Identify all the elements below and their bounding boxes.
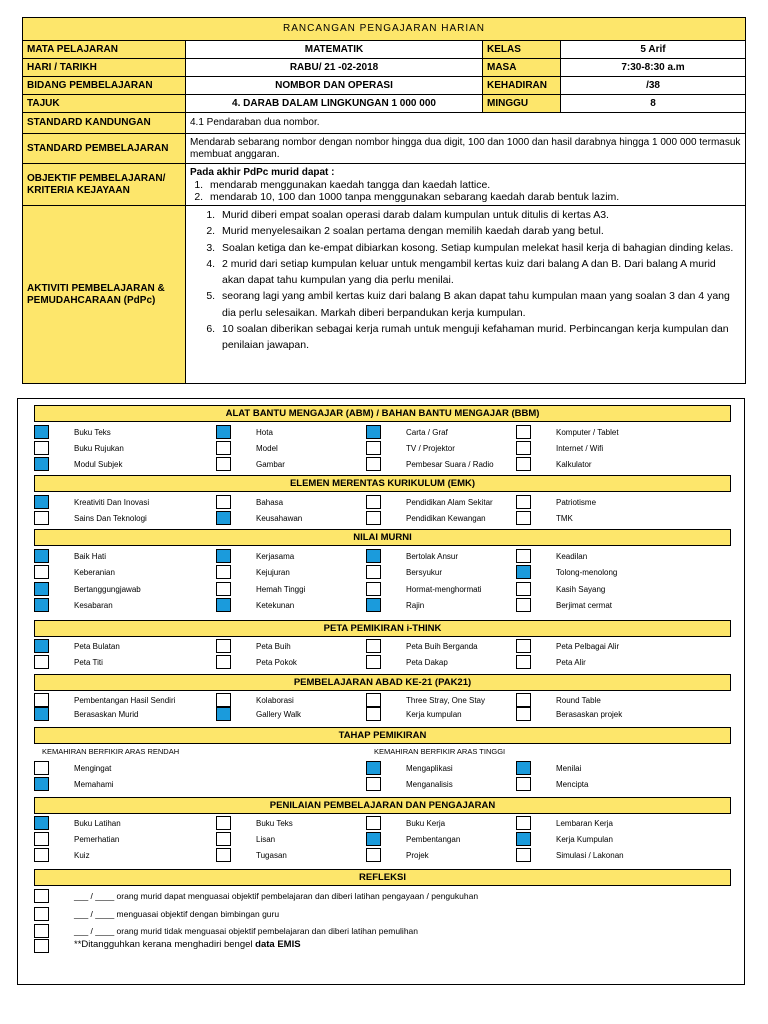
nilai-option-label: Kejujuran [256, 568, 290, 577]
objective-item: 1. mendarab menggunakan kaedah tangga dan kaedah lattice. [206, 179, 741, 191]
activity-item: 1. Murid diberi empat soalan operasi darab dalam kumpulan untuk ditulis di kertas A3. [218, 207, 741, 223]
emk-option-label: Sains Dan Teknologi [74, 514, 147, 523]
pak21-option-label: Berasaskan Murid [74, 710, 139, 719]
tahap-option-label: Mengingat [74, 764, 112, 773]
ithink-option-label: Peta Buih [256, 642, 291, 651]
field-value: NOMBOR DAN OPERASI [186, 77, 483, 95]
nilai-option-label: Kasih Sayang [556, 585, 606, 594]
day-value: RABU/ 21 -02-2018 [186, 59, 483, 77]
penilaian-option-label: Kuiz [74, 851, 90, 860]
abm-section-title: ALAT BANTU MENGAJAR (ABM) / BAHAN BANTU MENGAJAR (BBM) [34, 405, 731, 422]
nilai-checkbox[interactable] [516, 549, 531, 563]
ithink-option-label: Peta Pokok [256, 658, 297, 667]
activities-list [190, 207, 741, 354]
class-label: KELAS [483, 41, 561, 59]
ithink-option-label: Peta Dakap [406, 658, 448, 667]
nilai-row [34, 582, 734, 598]
ithink-checkbox[interactable] [366, 655, 381, 669]
content-standard-label: STANDARD KANDUNGAN [23, 113, 186, 134]
pak21-checkbox[interactable] [216, 693, 231, 707]
abm-checkbox[interactable] [34, 441, 49, 455]
abm-checkbox[interactable] [34, 425, 49, 439]
abm-checkbox[interactable] [366, 457, 381, 471]
day-label: HARI / TARIKH [23, 59, 186, 77]
penilaian-checkbox[interactable] [366, 848, 381, 862]
emk-checkbox[interactable] [216, 495, 231, 509]
penilaian-option-label: Lisan [256, 835, 276, 844]
nilai-option-label: Hemah Tinggi [256, 585, 306, 594]
tahap-checkbox[interactable] [366, 761, 381, 775]
reflection-line: ___ / ____ orang murid tidak menguasai objektif pembelajaran dan diberi latihan pemulihan [74, 926, 419, 936]
ithink-section-title: PETA PEMIKIRAN i-THINK [34, 620, 731, 637]
reflection-checkbox[interactable] [34, 907, 49, 921]
reflection-checkbox[interactable] [34, 924, 49, 938]
nilai-option-label: Ketekunan [256, 601, 295, 610]
objective-list [190, 179, 741, 203]
tahap-checkbox[interactable] [516, 761, 531, 775]
nilai-section-title: NILAI MURNI [34, 529, 731, 546]
tahap-checkbox[interactable] [34, 777, 49, 791]
activities-label-line-2: PEMUDAHCARAAN (PdPc) [27, 294, 156, 306]
abm-option-label: TV / Projektor [406, 444, 455, 453]
abm-option-label: Komputer / Tablet [556, 428, 619, 437]
tahap-row [34, 761, 734, 777]
pak21-checkbox[interactable] [34, 707, 49, 721]
tahap-option-label: Mencipta [556, 780, 589, 789]
penilaian-checkbox[interactable] [34, 848, 49, 862]
penilaian-checkbox[interactable] [366, 816, 381, 830]
tahap-option-label: Menilai [556, 764, 582, 773]
pak21-section-title: PEMBELAJARAN ABAD KE-21 (PAK21) [34, 674, 731, 691]
emk-checkbox[interactable] [34, 495, 49, 509]
abm-option-label: Pembesar Suara / Radio [406, 460, 494, 469]
tahap-section-title: TAHAP PEMIKIRAN [34, 727, 731, 744]
nilai-option-label: Hormat-menghormati [406, 585, 482, 594]
pak21-option-label: Three Stray, One Stay [406, 696, 485, 705]
pak21-option-label: Gallery Walk [256, 710, 302, 719]
penilaian-row [34, 832, 734, 848]
nilai-option-label: Bertolak Ansur [406, 552, 459, 561]
attendance-value: /38 [561, 77, 746, 95]
reflection-note-prefix: **Ditangguhkan kerana menghadiri bengel [74, 939, 256, 950]
pak21-option-label: Kerja kumpulan [406, 710, 462, 719]
activity-item: 4. 2 murid dari setiap kumpulan keluar untuk mengambil kertas kuiz dari balang A dan B. Dari balang A murid akan dapat tahu kumpulan yang dia perlu menilai. [218, 256, 741, 289]
checklist-box [17, 398, 745, 985]
nilai-option-label: Rajin [406, 601, 425, 610]
learning-standard-label: STANDARD PEMBELAJARAN [23, 134, 186, 164]
ithink-option-label: Peta Alir [556, 658, 586, 667]
pak21-checkbox[interactable] [516, 693, 531, 707]
abm-checkbox[interactable] [516, 441, 531, 455]
nilai-checkbox[interactable] [366, 582, 381, 596]
penilaian-option-label: Pembentangan [406, 835, 461, 844]
nilai-checkbox[interactable] [366, 598, 381, 612]
time-label: MASA [483, 59, 561, 77]
nilai-checkbox[interactable] [516, 598, 531, 612]
tahap-checkbox[interactable] [34, 761, 49, 775]
emk-checkbox[interactable] [366, 511, 381, 525]
abm-row [34, 441, 734, 457]
attendance-label: KEHADIRAN [483, 77, 561, 95]
penilaian-option-label: Tugasan [256, 851, 287, 860]
pak21-row [34, 707, 734, 723]
penilaian-option-label: Buku Latihan [74, 819, 121, 828]
nilai-option-label: Keadilan [556, 552, 588, 561]
emk-option-label: Patriotisme [556, 498, 597, 507]
penilaian-option-label: Kerja Kumpulan [556, 835, 613, 844]
nilai-checkbox[interactable] [216, 549, 231, 563]
penilaian-option-label: Buku Kerja [406, 819, 446, 828]
penilaian-option-label: Lembaran Kerja [556, 819, 613, 828]
abm-checkbox[interactable] [34, 457, 49, 471]
abm-checkbox[interactable] [516, 457, 531, 471]
nilai-option-label: Bersyukur [406, 568, 443, 577]
lesson-plan-header-table [22, 17, 745, 384]
objective-item: 2. mendarab 10, 100 dan 1000 tanpa menggunakan sebarang kaedah darab bentuk lazim. [206, 191, 741, 203]
nilai-checkbox[interactable] [34, 549, 49, 563]
ithink-checkbox[interactable] [34, 655, 49, 669]
class-value: 5 Arif [561, 41, 746, 59]
penilaian-checkbox[interactable] [216, 816, 231, 830]
activities-cell [186, 206, 746, 384]
objective-intro: Pada akhir PdPc murid dapat : [190, 166, 335, 178]
penilaian-checkbox[interactable] [216, 832, 231, 846]
nilai-row [34, 565, 734, 581]
objective-cell [186, 164, 746, 206]
nilai-option-label: Tolong-menolong [556, 568, 618, 577]
tahap-option-label: Memahami [74, 780, 114, 789]
penilaian-checkbox[interactable] [516, 832, 531, 846]
high-order-thinking-label: KEMAHIRAN BERFIKIR ARAS TINGGI [374, 747, 506, 756]
ithink-option-label: Peta Titi [74, 658, 103, 667]
abm-row [34, 425, 734, 441]
reflection-line: ___ / ____ orang murid dapat menguasai objektif pembelajaran dan diberi latihan pengayaan / pengukuhan [74, 891, 479, 901]
emk-option-label: Keusahawan [256, 514, 303, 523]
activity-item: 3. Soalan ketiga dan ke-empat dibiarkan kosong. Setiap kumpulan melekat hasil kerja di bahagian dinding kelas. [218, 240, 741, 256]
nilai-row [34, 598, 734, 614]
activities-label [23, 206, 186, 384]
nilai-checkbox[interactable] [34, 598, 49, 612]
ithink-option-label: Peta Bulatan [74, 642, 120, 651]
pak21-option-label: Berasaskan projek [556, 710, 623, 719]
emk-row [34, 511, 734, 527]
reflection-line: ___ / ____ menguasai objektif dengan bimbingan guru [74, 909, 280, 919]
abm-option-label: Hota [256, 428, 273, 437]
pak21-option-label: Kolaborasi [256, 696, 294, 705]
penilaian-option-label: Simulasi / Lakonan [556, 851, 624, 860]
emk-checkbox[interactable] [516, 511, 531, 525]
abm-option-label: Carta / Graf [406, 428, 448, 437]
ithink-row [34, 639, 734, 655]
low-order-thinking-label: KEMAHIRAN BERFIKIR ARAS RENDAH [42, 747, 180, 756]
ithink-option-label: Peta Pelbagai Alir [556, 642, 620, 651]
subject-label: MATA PELAJARAN [23, 41, 186, 59]
ithink-checkbox[interactable] [516, 639, 531, 653]
week-value: 8 [561, 95, 746, 113]
abm-checkbox[interactable] [216, 457, 231, 471]
pak21-checkbox[interactable] [216, 707, 231, 721]
abm-option-label: Gambar [256, 460, 285, 469]
pak21-checkbox[interactable] [366, 693, 381, 707]
nilai-checkbox[interactable] [516, 565, 531, 579]
topic-value: 4. DARAB DALAM LINGKUNGAN 1 000 000 [186, 95, 483, 113]
pak21-checkbox[interactable] [516, 707, 531, 721]
emk-option-label: Bahasa [256, 498, 284, 507]
penilaian-checkbox[interactable] [516, 848, 531, 862]
objective-label-line-2: KRITERIA KEJAYAAN [27, 184, 130, 196]
nilai-checkbox[interactable] [516, 582, 531, 596]
topic-label: TAJUK [23, 95, 186, 113]
tahap-checkbox[interactable] [366, 777, 381, 791]
penilaian-option-label: Projek [406, 851, 429, 860]
emk-checkbox[interactable] [516, 495, 531, 509]
pak21-checkbox[interactable] [366, 707, 381, 721]
emk-option-label: Kreativiti Dan Inovasi [74, 498, 150, 507]
abm-checkbox[interactable] [216, 425, 231, 439]
ithink-option-label: Peta Buih Berganda [406, 642, 478, 651]
penilaian-option-label: Buku Teks [256, 819, 293, 828]
tahap-row [34, 777, 734, 793]
reflection-checkbox[interactable] [34, 939, 49, 953]
activities-label-line-1: AKTIVITI PEMBELAJARAN & [27, 282, 165, 294]
penilaian-row [34, 816, 734, 832]
activity-item: 5. seorang lagi yang ambil kertas kuiz dari balang B akan dapat tahu kumpulan maan yang soalan 3 dan 4 yang dia perlu selesaikan. Markah diberi berpandukan kerja kumpulan. [218, 288, 741, 321]
abm-checkbox[interactable] [366, 441, 381, 455]
abm-option-label: Buku Teks [74, 428, 111, 437]
learning-standard-text: Mendarab sebarang nombor dengan nombor hingga dua digit, 100 dan 1000 dan hasil darabnya hingga 1 000 000 termasuk membuat anggaran. [186, 134, 746, 164]
pak21-checkbox[interactable] [34, 693, 49, 707]
reflection-note [74, 939, 301, 950]
abm-option-label: Internet / Wifi [556, 444, 604, 453]
reflection-note-bold: data EMIS [255, 939, 301, 950]
nilai-row [34, 549, 734, 565]
abm-checkbox[interactable] [366, 425, 381, 439]
abm-checkbox[interactable] [516, 425, 531, 439]
abm-checkbox[interactable] [216, 441, 231, 455]
pak21-option-label: Pembentangan Hasil Sendiri [74, 696, 176, 705]
activity-item: 2. Murid menyelesaikan 2 soalan pertama dengan memilih kaedah darab yang betul. [218, 223, 741, 239]
penilaian-checkbox[interactable] [34, 816, 49, 830]
emk-row [34, 495, 734, 511]
ithink-checkbox[interactable] [216, 639, 231, 653]
emk-option-label: Pendidikan Kewangan [406, 514, 486, 523]
ithink-checkbox[interactable] [366, 639, 381, 653]
subject-value: MATEMATIK [186, 41, 483, 59]
emk-option-label: TMK [556, 514, 573, 523]
content-standard-text: 4.1 Pendaraban dua nombor. [186, 113, 746, 134]
nilai-option-label: Kerjasama [256, 552, 295, 561]
penilaian-section-title: PENILAIAN PEMBELAJARAN DAN PENGAJARAN [34, 797, 731, 814]
penilaian-checkbox[interactable] [34, 832, 49, 846]
nilai-checkbox[interactable] [34, 565, 49, 579]
ithink-row [34, 655, 734, 671]
nilai-option-label: Kesabaran [74, 601, 113, 610]
reflection-checkbox[interactable] [34, 889, 49, 903]
tahap-checkbox[interactable] [516, 777, 531, 791]
nilai-checkbox[interactable] [34, 582, 49, 596]
tahap-option-label: Mengaplikasi [406, 764, 453, 773]
nilai-checkbox[interactable] [366, 565, 381, 579]
emk-checkbox[interactable] [216, 511, 231, 525]
emk-checkbox[interactable] [34, 511, 49, 525]
penilaian-checkbox[interactable] [516, 816, 531, 830]
nilai-option-label: Keberanian [74, 568, 115, 577]
nilai-checkbox[interactable] [216, 582, 231, 596]
abm-option-label: Model [256, 444, 278, 453]
nilai-checkbox[interactable] [366, 549, 381, 563]
objective-label [23, 164, 186, 206]
emk-checkbox[interactable] [366, 495, 381, 509]
ithink-checkbox[interactable] [34, 639, 49, 653]
week-label: MINGGU [483, 95, 561, 113]
page-title: RANCANGAN PENGAJARAN HARIAN [23, 18, 746, 41]
emk-section-title: ELEMEN MERENTAS KURIKULUM (EMK) [34, 475, 731, 492]
nilai-option-label: Baik Hati [74, 552, 107, 561]
abm-option-label: Kalkulator [556, 460, 592, 469]
field-label: BIDANG PEMBELAJARAN [23, 77, 186, 95]
penilaian-option-label: Pemerhatian [74, 835, 120, 844]
penilaian-checkbox[interactable] [216, 848, 231, 862]
abm-row [34, 457, 734, 473]
nilai-checkbox[interactable] [216, 565, 231, 579]
abm-option-label: Modul Subjek [74, 460, 123, 469]
objective-label-line-1: OBJEKTIF PEMBELAJARAN/ [27, 172, 166, 184]
ithink-checkbox[interactable] [216, 655, 231, 669]
nilai-option-label: Berjimat cermat [556, 601, 613, 610]
activity-item: 6. 10 soalan diberikan sebagai kerja rumah untuk menguji kefahaman murid. Perbincangan kerja kumpulan dan penilaian jawapan. [218, 321, 741, 354]
ithink-checkbox[interactable] [516, 655, 531, 669]
tahap-option-label: Menganalisis [406, 780, 453, 789]
pak21-option-label: Round Table [556, 696, 601, 705]
time-value: 7:30-8:30 a.m [561, 59, 746, 77]
emk-option-label: Pendidikan Alam Sekitar [406, 498, 493, 507]
penilaian-row [34, 848, 734, 864]
refleksi-section-title: REFLEKSI [34, 869, 731, 886]
abm-option-label: Buku Rujukan [74, 444, 124, 453]
penilaian-checkbox[interactable] [366, 832, 381, 846]
nilai-option-label: Bertanggungjawab [74, 585, 141, 594]
nilai-checkbox[interactable] [216, 598, 231, 612]
